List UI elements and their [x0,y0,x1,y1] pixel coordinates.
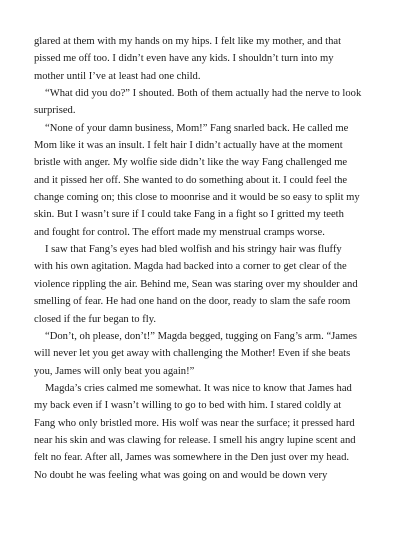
text-line: my back even if I wasn’t willing to go to bed with him. I stared coldly at [34,400,342,412]
text-line: violence rippling the air. Behind me, Sean was staring over my shoulder and [34,278,358,290]
text-line: bristle with anger. My wolfie side didn’t like the way Fang challenged me [34,157,348,169]
text-line: change coming on; this close to moonrise and it would be so easy to split my [34,192,360,204]
text-line: “Don’t, oh please, don’t!” Magda begged, tugging on Fang’s arm. “James [45,330,358,342]
text-line: mother until I’ve at least had one child. [34,70,201,82]
text-line: smelling of fear. He had one hand on the door, ready to slam the safe room [34,296,351,308]
paragraph [34,380,390,484]
paragraph [34,33,390,85]
text-line: pissed me off too. I didn’t even have any kids. I shouldn’t turn into my [34,53,334,65]
text-line: near his skin and was clawing for release. I smell his angry lupine scent and [34,434,356,446]
text-line: felt no fear. After all, James was somewhere in the Den just over my head. [34,452,350,464]
text-line: closed if the fur began to fly. [34,313,156,325]
text-line: I saw that Fang’s eyes had bled wolfish and his stringy hair was fluffy [45,244,342,256]
text-line: with his own agitation. Magda had backed into a corner to get clear of the [34,261,347,273]
text-line: will never let you get away with challenging the Mother! Even if she beats [34,348,351,360]
text-line: Fang who only bristled more. His wolf was near the surface; it pressed hard [34,417,355,429]
paragraph [34,328,390,380]
paragraph [34,241,390,328]
book-page [34,33,390,484]
text-line: and it pissed her off. She wanted to do something about it. I could feel the [34,174,348,186]
text-line: skin. But I wasn’t sure if I could take Fang in a fight so I gritted my teeth [34,209,344,221]
paragraph [34,85,390,120]
text-line: surprised. [34,105,76,117]
text-line: Magda’s cries calmed me somewhat. It was nice to know that James had [45,382,352,394]
paragraph [34,120,390,241]
text-line: “None of your damn business, Mom!” Fang snarled back. He called me [45,122,349,134]
text-line: you, James will only beat you again!” [34,365,195,377]
text-line: No doubt he was feeling what was going on and would be down very [34,469,328,481]
text-line: “What did you do?” I shouted. Both of them actually had the nerve to look [45,88,362,100]
text-line: and fought for control. The effort made my menstrual cramps worse. [34,226,325,238]
text-line: glared at them with my hands on my hips. I felt like my mother, and that [34,36,342,47]
text-line: Mom like it was an insult. I felt hair I didn’t actually have at the moment [34,140,343,152]
